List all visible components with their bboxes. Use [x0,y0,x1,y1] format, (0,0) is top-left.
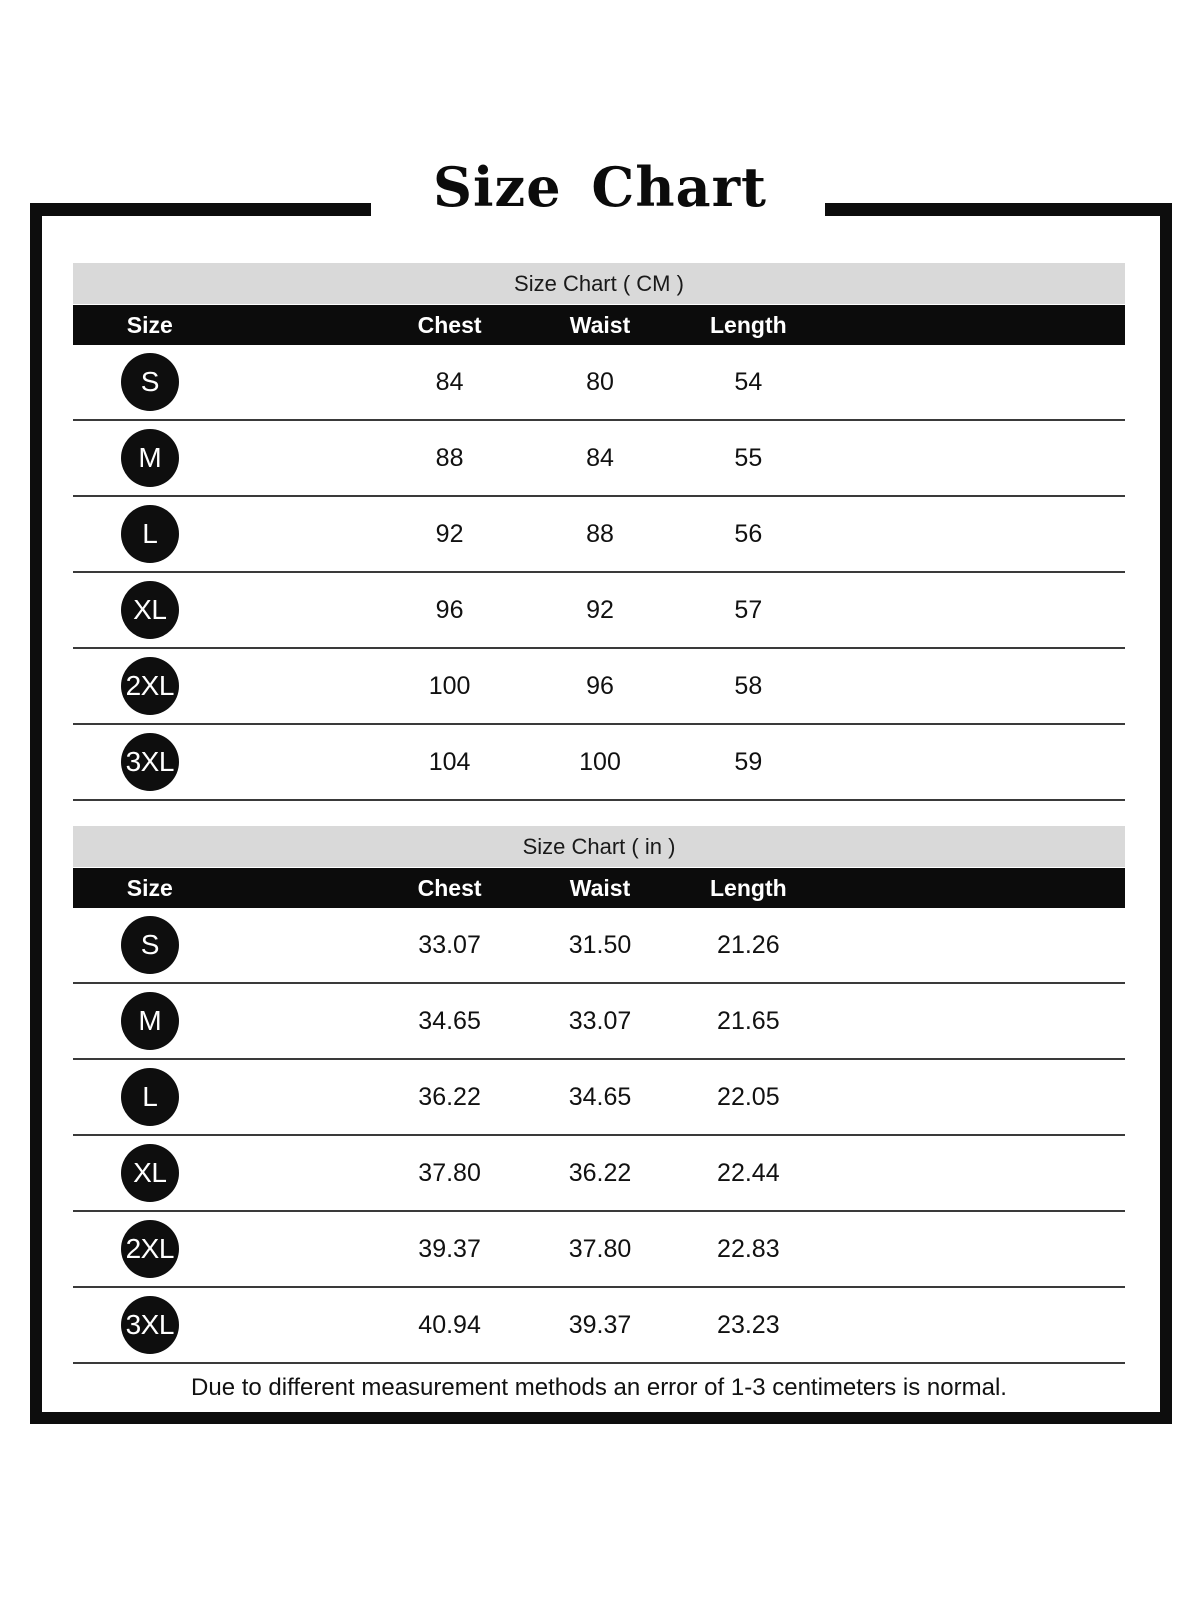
column-header-row [73,305,1125,345]
cell-waist: 36.22 [568,1158,632,1187]
cell-length: 22.05 [717,1082,780,1111]
table-row [73,1060,1125,1136]
table-row [73,984,1125,1060]
cell-length: 21.65 [717,1006,780,1035]
cell-length: 59 [734,747,763,776]
size-badge: XL [121,1144,179,1202]
table-row [73,1212,1125,1288]
table-row [73,573,1125,649]
cell-chest: 33.07 [418,930,481,959]
size-badge: S [121,353,179,411]
cell-waist: 84 [586,443,614,472]
cell-chest: 96 [435,595,464,624]
size-badge: 3XL [121,1296,179,1354]
table-caption-cm: Size Chart ( CM ) [73,263,1125,304]
table-row [73,345,1125,421]
cell-waist: 37.80 [568,1234,632,1263]
cell-chest: 39.37 [418,1234,481,1263]
table-row [73,725,1125,801]
cell-chest: 40.94 [418,1310,481,1339]
cell-length: 56 [734,519,763,548]
table-row [73,421,1125,497]
column-header-row [73,868,1125,908]
column-header-chest: Chest [417,311,482,338]
column-header-length: Length [710,874,787,901]
cell-length: 22.44 [717,1158,780,1187]
cell-waist: 96 [586,671,614,700]
cell-chest: 100 [428,671,471,700]
size-table-cm [73,263,1125,801]
cell-waist: 39.37 [568,1310,632,1339]
table-row [73,497,1125,573]
table-row [73,1288,1125,1364]
cell-waist: 34.65 [568,1082,632,1111]
cell-waist: 92 [586,595,614,624]
cell-length: 22.83 [717,1234,780,1263]
column-header-size: Size [126,311,173,338]
cell-length: 58 [734,671,763,700]
column-header-length: Length [710,311,787,338]
cell-chest: 37.80 [418,1158,481,1187]
cell-waist: 33.07 [568,1006,632,1035]
cell-waist: 31.50 [568,930,632,959]
cell-chest: 84 [435,367,464,396]
size-badge: M [121,992,179,1050]
size-badge: 3XL [121,733,179,791]
size-badge: M [121,429,179,487]
cell-waist: 88 [586,519,614,548]
column-header-size: Size [126,874,173,901]
measurement-disclaimer: Due to different measurement methods an error of 1-3 centimeters is normal. [191,1374,1007,1401]
cell-waist: 80 [586,367,614,396]
size-table-in [73,826,1125,1364]
table-row [73,908,1125,984]
cell-chest: 104 [428,747,471,776]
size-badge: S [121,916,179,974]
column-header-waist: Waist [569,874,631,901]
column-header-waist: Waist [569,311,631,338]
page-title: Size Chart [433,155,767,219]
table-row [73,1136,1125,1212]
size-badge: L [121,505,179,563]
size-badge: XL [121,581,179,639]
cell-chest: 36.22 [418,1082,481,1111]
cell-chest: 92 [435,519,464,548]
size-badge: L [121,1068,179,1126]
size-badge: 2XL [121,1220,179,1278]
column-header-chest: Chest [417,874,482,901]
cell-length: 57 [734,595,763,624]
size-badge: 2XL [121,657,179,715]
cell-chest: 34.65 [418,1006,481,1035]
cell-length: 55 [734,443,763,472]
cell-waist: 100 [579,747,621,776]
cell-length: 21.26 [717,930,780,959]
table-caption-in: Size Chart ( in ) [73,826,1125,867]
table-row [73,649,1125,725]
cell-length: 23.23 [717,1310,780,1339]
size-chart-content [73,263,1125,1412]
cell-chest: 88 [435,443,464,472]
cell-length: 54 [734,367,763,396]
